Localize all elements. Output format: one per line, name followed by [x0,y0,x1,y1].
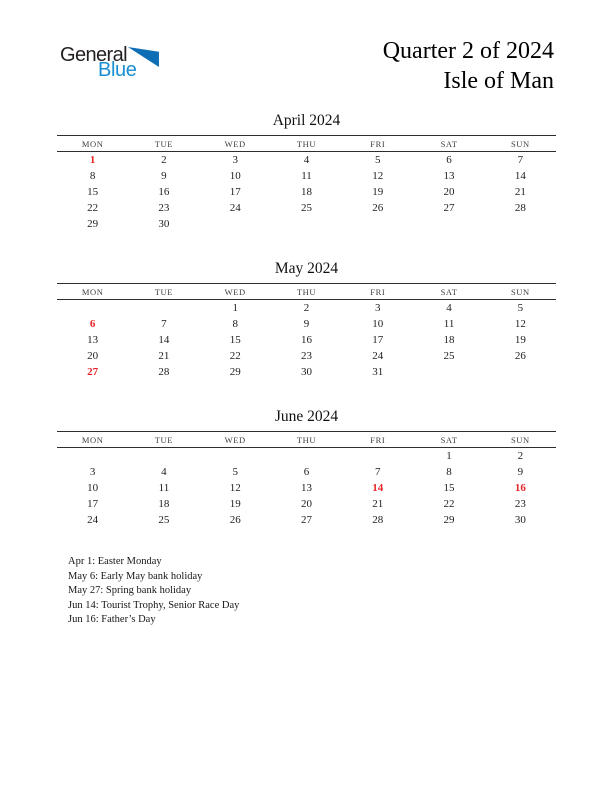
calendar-day: 8 [89,170,96,182]
calendar-day: 15 [229,334,241,346]
calendar-day: 26 [514,350,526,362]
calendar-day: 7 [517,154,524,166]
calendar-day: 26 [372,202,384,214]
logo-word-blue: Blue [98,59,137,81]
calendar-day: 25 [300,202,312,214]
calendar-day: 6 [303,466,310,478]
calendar-day-empty [271,448,342,465]
calendar-day: 21 [372,498,384,510]
calendar-day: 14 [514,170,526,182]
calendar-week-row [57,300,556,317]
weekday-label: TUE [154,138,174,149]
calendar-week-row [57,168,556,184]
month-title: April 2024 [272,112,341,129]
calendar-day: 7 [161,318,167,330]
calendar-week-row [57,316,556,332]
calendar-day: 19 [229,498,241,510]
calendar-day-empty [413,364,484,380]
weekday-label: FRI [370,286,386,297]
calendar-day: 2 [303,302,310,314]
calendar-day: 18 [443,334,455,346]
holiday-item: Apr 1: Easter Monday [68,556,162,567]
calendar-day: 30 [158,218,170,230]
calendar-day: 1 [446,450,452,462]
calendar-week-row [57,216,556,232]
calendar-day: 4 [446,302,452,314]
calendar-day: 5 [375,154,381,166]
general-blue-logo [60,45,159,80]
calendar-day: 19 [514,334,526,346]
calendar-day: 23 [514,498,526,510]
weekday-header-row [57,136,556,152]
calendar-day: 2 [161,154,167,166]
calendar-day: 12 [372,170,384,182]
calendar-day: 10 [372,318,384,330]
calendar-day: 29 [443,514,455,526]
calendar-day: 25 [443,350,455,362]
calendar-day: 27 [300,514,312,526]
calendar-day: 18 [158,498,170,510]
weekday-header [57,284,556,300]
calendar-week-row [57,480,556,496]
calendar-day: 28 [158,366,170,378]
calendar-day: 28 [514,202,526,214]
calendar-day: 13 [300,482,312,494]
weekday-header [57,432,556,448]
weekday-label: THU [296,286,317,297]
calendar-day: 22 [87,202,99,214]
calendar-day: 27 [87,366,99,378]
calendar-week-row [57,184,556,200]
calendar-day: 1 [89,154,96,166]
logo-word-general: General [60,44,127,66]
weekday-label: SAT [440,286,458,297]
weekday-label: WED [224,138,246,149]
weekday-label: MON [81,286,104,297]
weekday-header [57,136,556,152]
title-region: Isle of Man [443,68,554,94]
calendar-day: 5 [517,302,524,314]
calendar-day: 23 [300,350,312,362]
calendar-day: 3 [89,466,96,478]
weekday-label: WED [224,286,246,297]
calendar-day: 22 [229,350,241,362]
calendar-day: 12 [229,482,241,494]
calendar-day: 9 [303,318,310,330]
calendar-day: 4 [303,154,310,166]
calendar-day: 15 [87,186,99,198]
weekday-label: FRI [370,434,386,445]
calendar-day: 3 [375,302,381,314]
calendar-week-row [57,448,556,465]
month-title: June 2024 [274,408,339,425]
calendar-day: 23 [158,202,170,214]
calendar-day: 25 [158,514,170,526]
calendar-day: 16 [300,334,312,346]
calendar-day: 3 [232,154,238,166]
weekday-label: WED [224,434,246,445]
month-title: May 2024 [274,260,339,277]
calendar-day: 13 [87,334,99,346]
calendar-day-empty [200,216,271,232]
calendar-day: 8 [446,466,452,478]
month-calendar [57,431,556,528]
calendar-day-empty [485,216,556,232]
calendar-week-row [57,464,556,480]
month-weeks [57,152,556,233]
calendar-day: 20 [87,350,99,362]
holiday-item: Jun 14: Tourist Trophy, Senior Race Day [68,599,240,611]
calendar-day: 24 [372,350,384,362]
calendar-day: 22 [443,498,455,510]
month-calendar [57,283,556,380]
weekday-label: SUN [510,138,530,149]
calendar-day: 17 [87,498,99,510]
weekday-label: SAT [440,138,458,149]
calendar-day-empty [342,448,413,465]
calendar-day: 17 [372,334,384,346]
calendar-day-empty [57,448,128,465]
calendar-day: 9 [517,466,524,478]
calendar-day: 16 [158,186,170,198]
calendar-months [57,112,556,556]
weekday-header-row [57,284,556,300]
calendar-day: 29 [87,218,99,230]
month-block [57,112,556,232]
weekday-label: FRI [370,138,386,149]
calendar-day: 1 [232,302,238,314]
calendar-day: 11 [158,482,170,494]
weekday-label: MON [81,434,104,445]
calendar-day: 19 [372,186,384,198]
calendar-day: 29 [229,366,241,378]
calendar-day-empty [200,448,271,465]
weekday-label: THU [296,138,317,149]
calendar-day: 14 [158,334,170,346]
holiday-item: May 27: Spring bank holiday [68,585,192,597]
month-weeks [57,448,556,529]
calendar-day: 13 [443,170,455,182]
calendar-day: 24 [229,202,241,214]
weekday-label: SUN [510,286,530,297]
calendar-day: 20 [300,498,312,510]
calendar-day: 18 [300,186,312,198]
calendar-week-row [57,332,556,348]
calendar-week-row [57,200,556,216]
weekday-label: SUN [510,434,530,445]
calendar-day: 30 [514,514,526,526]
calendar-day: 2 [517,450,524,462]
calendar-day: 6 [89,318,96,330]
weekday-label: SAT [440,434,458,445]
calendar-day: 10 [229,170,241,182]
calendar-week-row [57,152,556,169]
holiday-list [68,555,239,628]
calendar-day: 11 [301,170,312,182]
calendar-day: 20 [443,186,455,198]
calendar-week-row [57,364,556,380]
calendar-day: 9 [161,170,167,182]
calendar-day: 11 [443,318,455,330]
calendar-day: 27 [443,202,455,214]
calendar-day: 30 [300,366,312,378]
calendar-day: 17 [229,186,241,198]
calendar-day: 14 [372,482,384,494]
calendar-day: 16 [514,482,526,494]
calendar-day-empty [128,448,199,465]
weekday-header-row [57,432,556,448]
calendar-day: 7 [375,466,381,478]
calendar-day: 21 [158,350,170,362]
calendar-day: 31 [372,366,384,378]
calendar-week-row [57,512,556,528]
calendar-day: 8 [232,318,238,330]
calendar-week-row [57,496,556,512]
calendar-day-empty [271,216,342,232]
month-calendar [57,135,556,232]
calendar-day: 6 [446,154,452,166]
calendar-day-empty [57,300,128,317]
month-block [57,408,556,528]
calendar-day-empty [485,364,556,380]
calendar-day-empty [128,300,199,317]
calendar-day: 26 [229,514,241,526]
calendar-day: 4 [161,466,167,478]
calendar-day-empty [342,216,413,232]
calendar-day: 15 [443,482,455,494]
weekday-label: MON [81,138,104,149]
calendar-week-row [57,348,556,364]
calendar-day: 5 [232,466,238,478]
calendar-day: 12 [514,318,526,330]
calendar-day: 10 [87,482,99,494]
weekday-label: TUE [154,286,174,297]
holiday-item: May 6: Early May bank holiday [68,570,203,582]
calendar-day-empty [413,216,484,232]
weekday-label: TUE [154,434,174,445]
weekday-label: THU [296,434,317,445]
calendar-day: 28 [372,514,384,526]
holiday-item: Jun 16: Father’s Day [68,614,156,626]
calendar-day: 21 [514,186,526,198]
calendar-day: 24 [87,514,99,526]
month-weeks [57,300,556,381]
title-quarter: Quarter 2 of 2024 [382,38,554,64]
document-title [383,36,554,96]
month-block [57,260,556,380]
page-header [60,36,554,96]
